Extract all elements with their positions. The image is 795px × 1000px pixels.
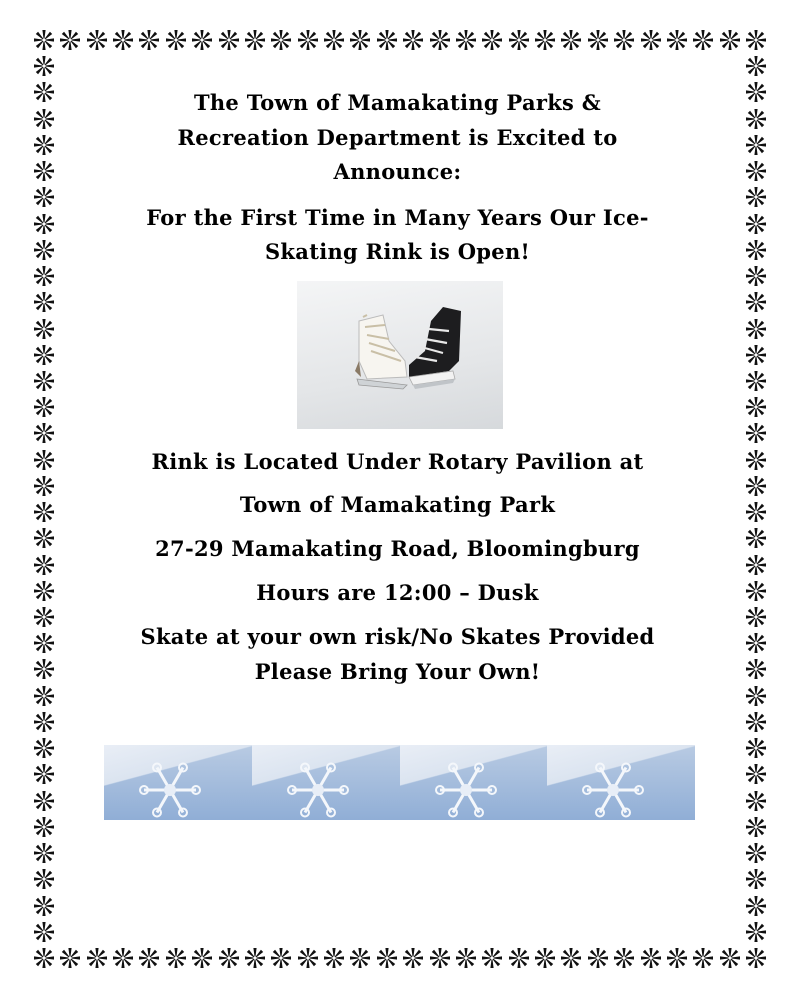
asterisk-icon bbox=[349, 29, 371, 51]
asterisk-icon bbox=[297, 947, 319, 969]
asterisk-icon bbox=[481, 29, 503, 51]
asterisk-icon bbox=[33, 816, 55, 838]
headline-line-2: Recreation Department is Excited to bbox=[177, 125, 618, 150]
asterisk-icon bbox=[33, 422, 55, 444]
asterisk-icon bbox=[719, 29, 741, 51]
asterisk-icon bbox=[33, 921, 55, 943]
asterisk-icon bbox=[745, 370, 767, 392]
asterisk-icon bbox=[270, 29, 292, 51]
notice-line-2: Please Bring Your Own! bbox=[254, 659, 541, 684]
asterisk-icon bbox=[244, 29, 266, 51]
asterisk-icon bbox=[508, 29, 530, 51]
asterisk-icon bbox=[33, 895, 55, 917]
asterisk-icon bbox=[745, 55, 767, 77]
asterisk-icon bbox=[165, 947, 187, 969]
asterisk-icon bbox=[640, 29, 662, 51]
asterisk-icon bbox=[59, 947, 81, 969]
asterisk-icon bbox=[481, 947, 503, 969]
asterisk-icon bbox=[402, 947, 424, 969]
notice-line-1: Skate at your own risk/No Skates Provided bbox=[140, 624, 655, 649]
asterisk-icon bbox=[692, 29, 714, 51]
asterisk-icon bbox=[297, 29, 319, 51]
asterisk-icon bbox=[745, 711, 767, 733]
asterisk-icon bbox=[666, 29, 688, 51]
asterisk-icon bbox=[508, 947, 530, 969]
announcement-line-1: For the First Time in Many Years Our Ice- bbox=[146, 205, 649, 230]
asterisk-icon bbox=[745, 921, 767, 943]
asterisk-icon bbox=[33, 842, 55, 864]
asterisk-icon bbox=[719, 947, 741, 969]
asterisk-icon bbox=[33, 370, 55, 392]
snowflake-icon bbox=[288, 764, 348, 817]
location-line-1: Rink is Located Under Rotary Pavilion at bbox=[151, 449, 644, 474]
ice-skates-photo bbox=[297, 281, 503, 429]
asterisk-icon bbox=[640, 947, 662, 969]
asterisk-icon bbox=[745, 318, 767, 340]
asterisk-icon bbox=[33, 763, 55, 785]
asterisk-icon bbox=[112, 29, 134, 51]
asterisk-icon bbox=[191, 29, 213, 51]
snowflake-tile bbox=[104, 745, 252, 820]
asterisk-icon bbox=[112, 947, 134, 969]
location-line-3: 27-29 Mamakating Road, Bloomingburg bbox=[155, 536, 640, 561]
asterisk-icon bbox=[59, 29, 81, 51]
asterisk-icon bbox=[376, 29, 398, 51]
snowflake-tile bbox=[547, 745, 695, 820]
asterisk-icon bbox=[323, 947, 345, 969]
asterisk-icon bbox=[745, 895, 767, 917]
announcement-line-2: Skating Rink is Open! bbox=[264, 239, 531, 264]
asterisk-icon bbox=[692, 947, 714, 969]
asterisk-icon bbox=[191, 947, 213, 969]
asterisk-icon bbox=[587, 947, 609, 969]
asterisk-icon bbox=[560, 947, 582, 969]
snowflake-banner bbox=[104, 745, 695, 820]
asterisk-icon bbox=[534, 947, 556, 969]
snowflake-tile bbox=[400, 745, 548, 820]
snowflake-icon bbox=[583, 764, 643, 817]
asterisk-icon bbox=[33, 344, 55, 366]
location-line-2: Town of Mamakating Park bbox=[239, 492, 556, 517]
asterisk-icon bbox=[745, 947, 767, 969]
asterisk-icon bbox=[33, 790, 55, 812]
asterisk-icon bbox=[33, 396, 55, 418]
snowflake-tile bbox=[252, 745, 400, 820]
asterisk-icon bbox=[33, 947, 55, 969]
asterisk-icon bbox=[349, 947, 371, 969]
asterisk-icon bbox=[33, 711, 55, 733]
asterisk-icon bbox=[745, 265, 767, 287]
asterisk-icon bbox=[86, 947, 108, 969]
snowflake-icon bbox=[436, 764, 496, 817]
asterisk-icon bbox=[218, 947, 240, 969]
asterisk-icon bbox=[613, 29, 635, 51]
asterisk-icon bbox=[745, 790, 767, 812]
asterisk-icon bbox=[402, 29, 424, 51]
asterisk-icon bbox=[270, 947, 292, 969]
asterisk-icon bbox=[666, 947, 688, 969]
asterisk-icon bbox=[745, 396, 767, 418]
asterisk-icon bbox=[376, 947, 398, 969]
asterisk-icon bbox=[745, 344, 767, 366]
asterisk-icon bbox=[745, 816, 767, 838]
asterisk-icon bbox=[745, 422, 767, 444]
asterisk-icon bbox=[138, 947, 160, 969]
asterisk-icon bbox=[745, 29, 767, 51]
asterisk-icon bbox=[244, 947, 266, 969]
asterisk-icon bbox=[745, 291, 767, 313]
asterisk-icon bbox=[323, 29, 345, 51]
snowflake-icon bbox=[140, 764, 200, 817]
asterisk-icon bbox=[745, 737, 767, 759]
asterisk-icon bbox=[33, 737, 55, 759]
asterisk-icon bbox=[33, 55, 55, 77]
asterisk-icon bbox=[429, 29, 451, 51]
asterisk-icon bbox=[587, 29, 609, 51]
asterisk-icon bbox=[560, 29, 582, 51]
asterisk-icon bbox=[33, 291, 55, 313]
asterisk-icon bbox=[33, 868, 55, 890]
headline-line-3: Announce: bbox=[333, 159, 462, 184]
asterisk-icon bbox=[534, 29, 556, 51]
asterisk-icon bbox=[745, 868, 767, 890]
asterisk-icon bbox=[138, 29, 160, 51]
asterisk-icon bbox=[33, 685, 55, 707]
asterisk-icon bbox=[86, 29, 108, 51]
asterisk-icon bbox=[745, 685, 767, 707]
asterisk-icon bbox=[429, 947, 451, 969]
asterisk-icon bbox=[218, 29, 240, 51]
asterisk-icon bbox=[745, 763, 767, 785]
asterisk-icon bbox=[455, 947, 477, 969]
asterisk-icon bbox=[165, 29, 187, 51]
asterisk-icon bbox=[745, 842, 767, 864]
asterisk-icon bbox=[455, 29, 477, 51]
asterisk-icon bbox=[33, 29, 55, 51]
hours-text: Hours are 12:00 – Dusk bbox=[256, 580, 539, 605]
asterisk-icon bbox=[33, 318, 55, 340]
asterisk-icon bbox=[613, 947, 635, 969]
asterisk-icon bbox=[33, 265, 55, 287]
headline-line-1: The Town of Mamakating Parks & bbox=[193, 90, 602, 115]
